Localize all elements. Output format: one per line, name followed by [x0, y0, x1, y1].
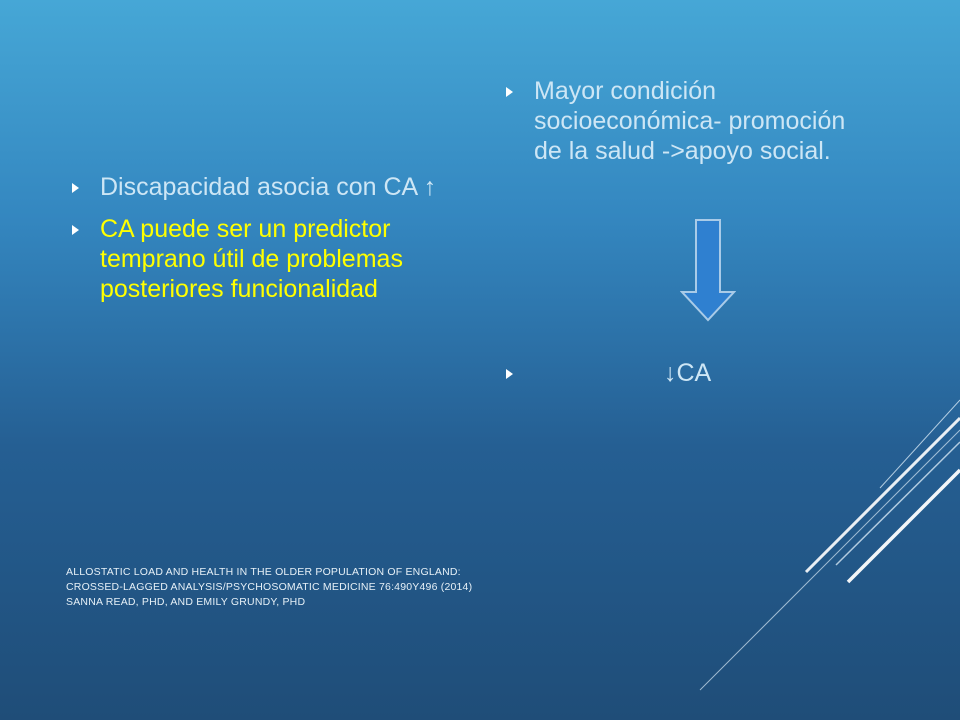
citation-line-2: CROSSED-LAGGED ANALYSIS/PSYCHOSOMATIC MEDICINE 76:490Y496 (2014) [66, 581, 473, 593]
left-bullet-1-text: Discapacidad asocia con CA ↑ [100, 173, 437, 201]
triangle-right-icon [506, 87, 513, 97]
right-bullet-list [502, 76, 862, 166]
left-bullet-list [68, 172, 468, 304]
triangle-right-icon [506, 369, 513, 379]
left-bullet-1 [68, 172, 468, 202]
left-bullet-2 [68, 214, 468, 304]
triangle-right-icon [72, 225, 79, 235]
result-text: ↓CA [664, 359, 712, 387]
result-bullet-list [502, 358, 862, 388]
triangle-right-icon [72, 183, 79, 193]
down-arrow-icon [680, 218, 736, 322]
result-bullet [502, 358, 862, 388]
right-bullet-1 [502, 76, 862, 166]
right-bullet-1-text: Mayor condición socioeconómica- promoción de la salud ->apoyo social. [534, 77, 846, 165]
left-bullet-2-text: CA puede ser un predictor temprano útil de problemas posteriores funcionalidad [100, 215, 403, 303]
citation-line-3: SANNA READ, PHD, AND EMILY GRUNDY, PHD [66, 596, 306, 608]
citation-line-1: ALLOSTATIC LOAD AND HEALTH IN THE OLDER POPULATION OF ENGLAND: [66, 566, 461, 578]
citation [66, 565, 526, 610]
